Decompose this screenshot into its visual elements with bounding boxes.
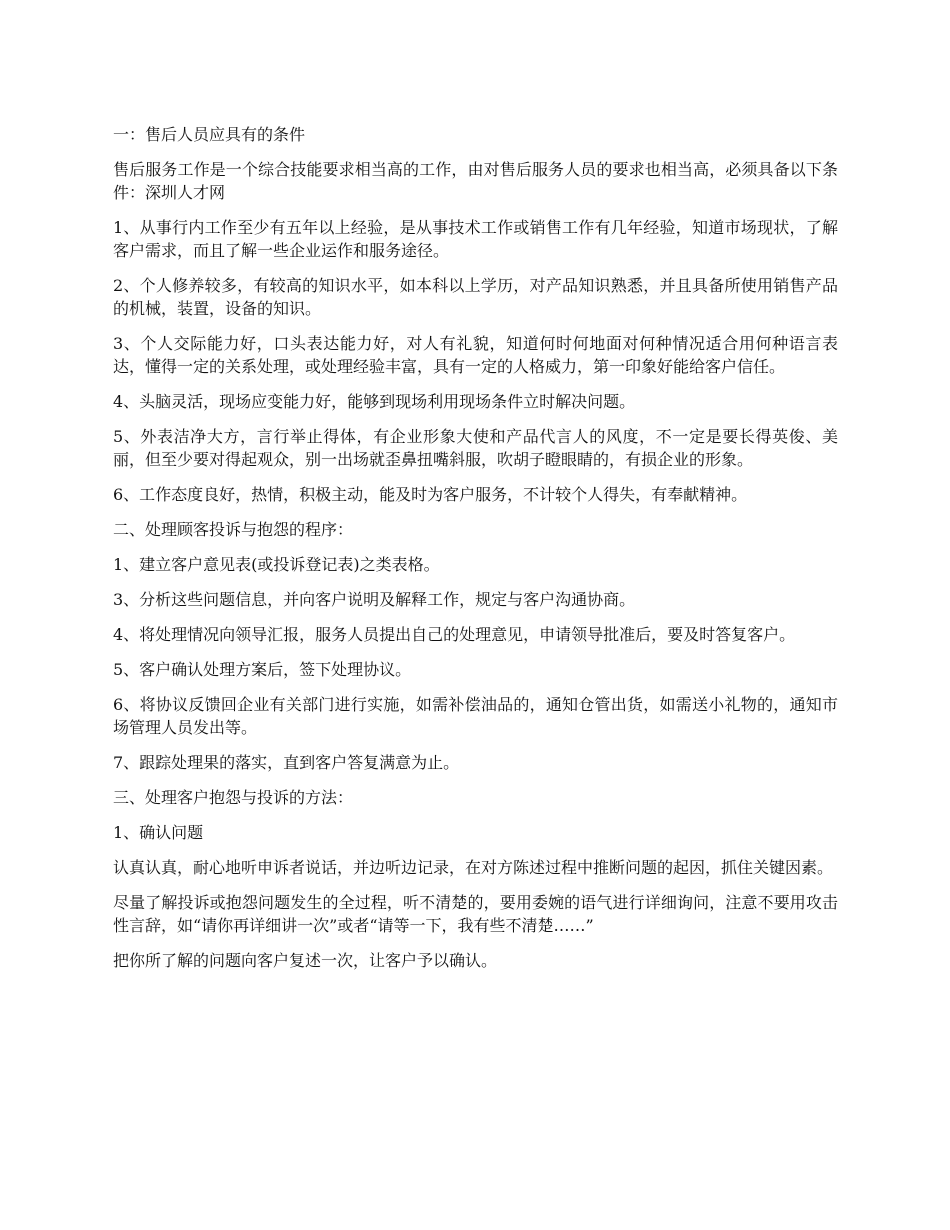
- condition-item-3: 3、个人交际能力好，口头表达能力好，对人有礼貌，知道何时何地面对何种情况适合用何种语言表达，懂得一定的关系处理，或处理经验丰富，具有一定的人格威力，第一印象好能给客户信任。: [113, 334, 838, 376]
- procedure-item-6: 6、将协议反馈回企业有关部门进行实施，如需补偿油品的，通知仓管出货，如需送小礼物的，通知市场管理人员发出等。: [113, 695, 838, 737]
- section-heading-3: 三、处理客户抱怨与投诉的方法：: [113, 788, 354, 807]
- condition-item-1: 1、从事行内工作至少有五年以上经验，是从事技术工作或销售工作有几年经验，知道市场现状，了解客户需求，而且了解一些企业运作和服务途径。: [113, 218, 838, 260]
- intro-paragraph: 售后服务工作是一个综合技能要求相当高的工作，由对售后服务人员的要求也相当高，必须具备以下条件：深圳人才网: [113, 160, 838, 202]
- document-body: [113, 123, 838, 984]
- procedure-item-7: 7、跟踪处理果的落实，直到客户答复满意为止。: [113, 753, 460, 772]
- condition-item-2: 2、个人修养较多，有较高的知识水平，如本科以上学历，对产品知识熟悉，并且具备所使用销售产品的机械，装置，设备的知识。: [113, 276, 838, 318]
- method-item-1: 1、确认问题: [113, 823, 204, 842]
- method-paragraph-3: 把你所了解的问题向客户复述一次，让客户予以确认。: [113, 951, 498, 970]
- section-heading-1: 一：售后人员应具有的条件: [113, 125, 306, 144]
- condition-item-4: 4、头脑灵活，现场应变能力好，能够到现场利用现场条件立时解决问题。: [113, 392, 636, 411]
- condition-item-6: 6、工作态度良好，热情，积极主动，能及时为客户服务，不计较个人得失，有奉献精神。: [113, 485, 748, 504]
- procedure-item-4: 4、将处理情况向领导汇报，服务人员提出自己的处理意见，申请领导批准后，要及时答复客户。: [113, 625, 796, 644]
- condition-item-5: 5、外表洁净大方，言行举止得体，有企业形象大使和产品代言人的风度，不一定是要长得英俊、美丽，但至少要对得起观众，别一出场就歪鼻扭嘴斜服，吹胡子瞪眼睛的，有损企业的形象。: [113, 427, 838, 469]
- procedure-item-3: 3、分析这些问题信息，并向客户说明及解释工作，规定与客户沟通协商。: [113, 590, 636, 609]
- procedure-item-1: 1、建立客户意见表(或投诉登记表)之类表格。: [113, 555, 440, 574]
- procedure-item-5: 5、客户确认处理方案后，签下处理协议。: [113, 660, 412, 679]
- method-paragraph-1: 认真认真，耐心地听申诉者说话，并边听边记录，在对方陈述过程中推断问题的起因，抓住关键因素。: [113, 858, 834, 877]
- section-heading-2: 二、处理顾客投诉与抱怨的程序：: [113, 520, 354, 539]
- method-paragraph-2: 尽量了解投诉或抱怨问题发生的全过程，听不清楚的，要用委婉的语气进行详细询问，注意不要用攻击性言辞，如“请你再详细讲一次”或者“请等一下，我有些不清楚……”: [113, 893, 838, 935]
